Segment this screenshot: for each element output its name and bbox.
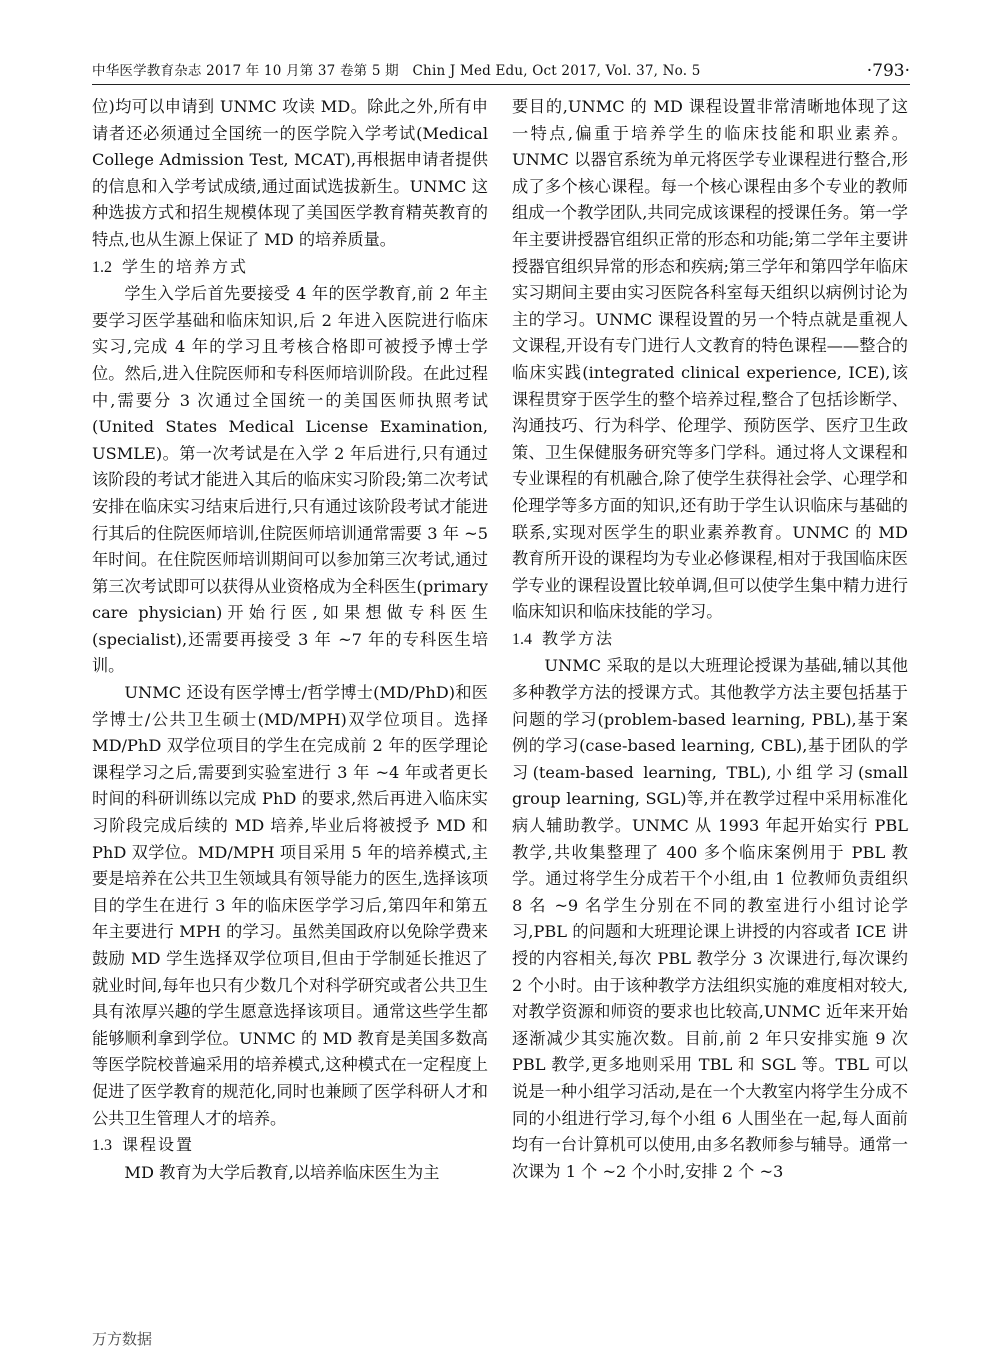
running-header: [92, 58, 910, 85]
section-heading-1-4: [512, 626, 908, 654]
section-title: 学生的培养方式: [122, 256, 249, 276]
paragraph-admissions: 位)均可以申请到 UNMC 攻读 MD。除此之外,所有申请者还必须通过全国统一的医学院入学考试(Medical College Admission Test, MCAT),再根据申请者提供的信息和入学考试成绩,通过面试选拔新生。UNMC 这种选拔方式和招生规模体现了美国医学教育精英教育的特点,也从生源上保证了 MD 的培养质量。: [92, 97, 488, 249]
section-title: 课程设置: [122, 1135, 195, 1155]
page-number: ·793·: [866, 61, 910, 81]
section-heading-1-2: [92, 254, 488, 282]
section-number: 1.3: [92, 1137, 112, 1155]
paragraph-dual-degree: UNMC 还设有医学博士/哲学博士(MD/PhD)和医学博士/公共卫生硕士(MD/MPH)双学位项目。选择 MD/PhD 双学位项目的学生在完成前 2 年的医学理论课程学习之后,需要到实验室进行 3 年 ~4 年或者更长时间的科研训练以完成 PhD 的要求,然后再进入临床实习阶段完成后续的 MD 培养,毕业后将被授予 MD 和 PhD 双学位。MD/MPH 项目采用 5 年的培养模式,主要是培养在公共卫生领域具有领导能力的医生,选择该项目的学生在进行 3 年的临床医学学习后,第四年和第五年主要进行 MPH 的学习。虽然美国政府以免除学费来鼓励 MD 学生选择双学位项目,但由于学制延长推迟了就业时间,每年也只有少数几个对科学研究或者公共卫生具有浓厚兴趣的学生愿意选择该项目。通常这些学生都能够顺利拿到学位。UNMC 的 MD 教育是美国多数高等医学院校普遍采用的培养模式,这种模式在一定程度上促进了医学教育的规范化,同时也兼顾了医学科研人才和公共卫生管理人才的培养。: [92, 683, 488, 1128]
paragraph-teaching-methods: UNMC 采取的是以大班理论授课为基础,辅以其他多种教学方法的授课方式。其他教学方法主要包括基于问题的学习(problem-based learning, PBL),基于案例的学习(case-based learning, CBL),基于团队的学习(team-based learning, TBL),小组学习(small group learning, SGL)等,并在教学过程中采用标准化病人辅助教学。UNMC 从 1993 年起开始实行 PBL 教学,共收集整理了 400 多个临床案例用于 PBL 教学。通过将学生分成若干个小组,由 1 位教师负责组织 8 名 ~9 名学生分别在不同的教室进行小组讨论学习,PBL 的问题和大班理论课上讲授的内容或者 ICE 讲授的内容相关,每次 PBL 教学分 3 次课进行,每次课约 2 个小时。由于该种教学方法组织实施的难度相对较大,对教学资源和师资的要求也比较高,UNMC 近年来开始逐渐减少其实施次数。目前,前 2 年只安排实施 9 次 PBL 教学,更多地则采用 TBL 和 SGL 等。TBL 可以说是一种小组学习活动,是在一个大教室内将学生分成不同的小组进行学习,每个小组 6 人围坐在一起,每人面前均有一台计算机可以使用,由多名教师参与辅导。通常一次课为 1 个 ~2 个小时,安排 2 个 ~3: [512, 656, 908, 1181]
source-watermark: 万方数据: [92, 1330, 153, 1348]
section-number: 1.2: [92, 258, 112, 276]
right-column: [512, 94, 908, 1185]
paragraph-curriculum-start: MD 教育为大学后教育,以培养临床医生为主: [124, 1162, 440, 1182]
paragraph-training: 学生入学后首先要接受 4 年的医学教育,前 2 年主要学习医学基础和临床知识,后 2 年进入医院进行临床实习,完成 4 年的学习且考核合格即可被授予博士学位。然后,进入住院医师和专科医师培训阶段。在此过程中,需要分 3 次通过全国统一的美国医师执照考试(United States Medical License Examination, USMLE)。第一次考试是在入学 2 年后进行,只有通过该阶段的考试才能进入其后的临床实习阶段;第二次考试安排在临床实习结束后进行,只有通过该阶段考试才能进行其后的住院医师培训,住院医师培训通常需要 3 年 ~5 年时间。在住院医师培训期间可以参加第三次考试,通过第三次考试即可以获得从业资格成为全科医生(primary care physician)开始行医,如果想做专科医生(specialist),还需要再接受 3 年 ~7 年的专科医生培训。: [92, 284, 488, 676]
left-column: [92, 94, 488, 1186]
paragraph-curriculum: 要目的,UNMC 的 MD 课程设置非常清晰地体现了这一特点,偏重于培养学生的临床技能和职业素养。UNMC 以器官系统为单元将医学专业课程进行整合,形成了多个核心课程。每一个核心课程由多个专业的教师组成一个教学团队,共同完成该课程的授课任务。第一学年主要讲授器官组织正常的形态和功能;第二学年主要讲授器官组织异常的形态和疾病;第三学年和第四学年临床实习期间主要由实习医院各科室每天组织以病例讨论为主的学习。UNMC 课程设置的另一个特点就是重视人文课程,开设有专门进行人文教育的特色课程——整合的临床实践(integrated clinical experience, ICE),该课程贯穿于医学生的整个培养过程,整合了包括诊断学、沟通技巧、行为科学、伦理学、预防医学、医疗卫生政策、卫生保健服务研究等多门学科。通过将人文课程和专业课程的有机融合,除了使学生获得社会学、心理学和伦理学等多方面的知识,还有助于学生认识临床与基础的联系,实现对医学生的职业素养教育。UNMC 的 MD 教育所开设的课程均为专业必修课程,相对于我国临床医学专业的课程设置比较单调,但可以使学生集中精力进行临床知识和临床技能的学习。: [512, 97, 908, 622]
journal-running-title: 中华医学教育杂志 2017 年 10 月第 37 卷第 5 期 Chin J Med Edu, Oct 2017, Vol. 37, No. 5: [92, 63, 701, 79]
section-number: 1.4: [512, 630, 532, 648]
section-heading-1-3: [92, 1132, 488, 1160]
section-title: 教学方法: [542, 628, 615, 648]
